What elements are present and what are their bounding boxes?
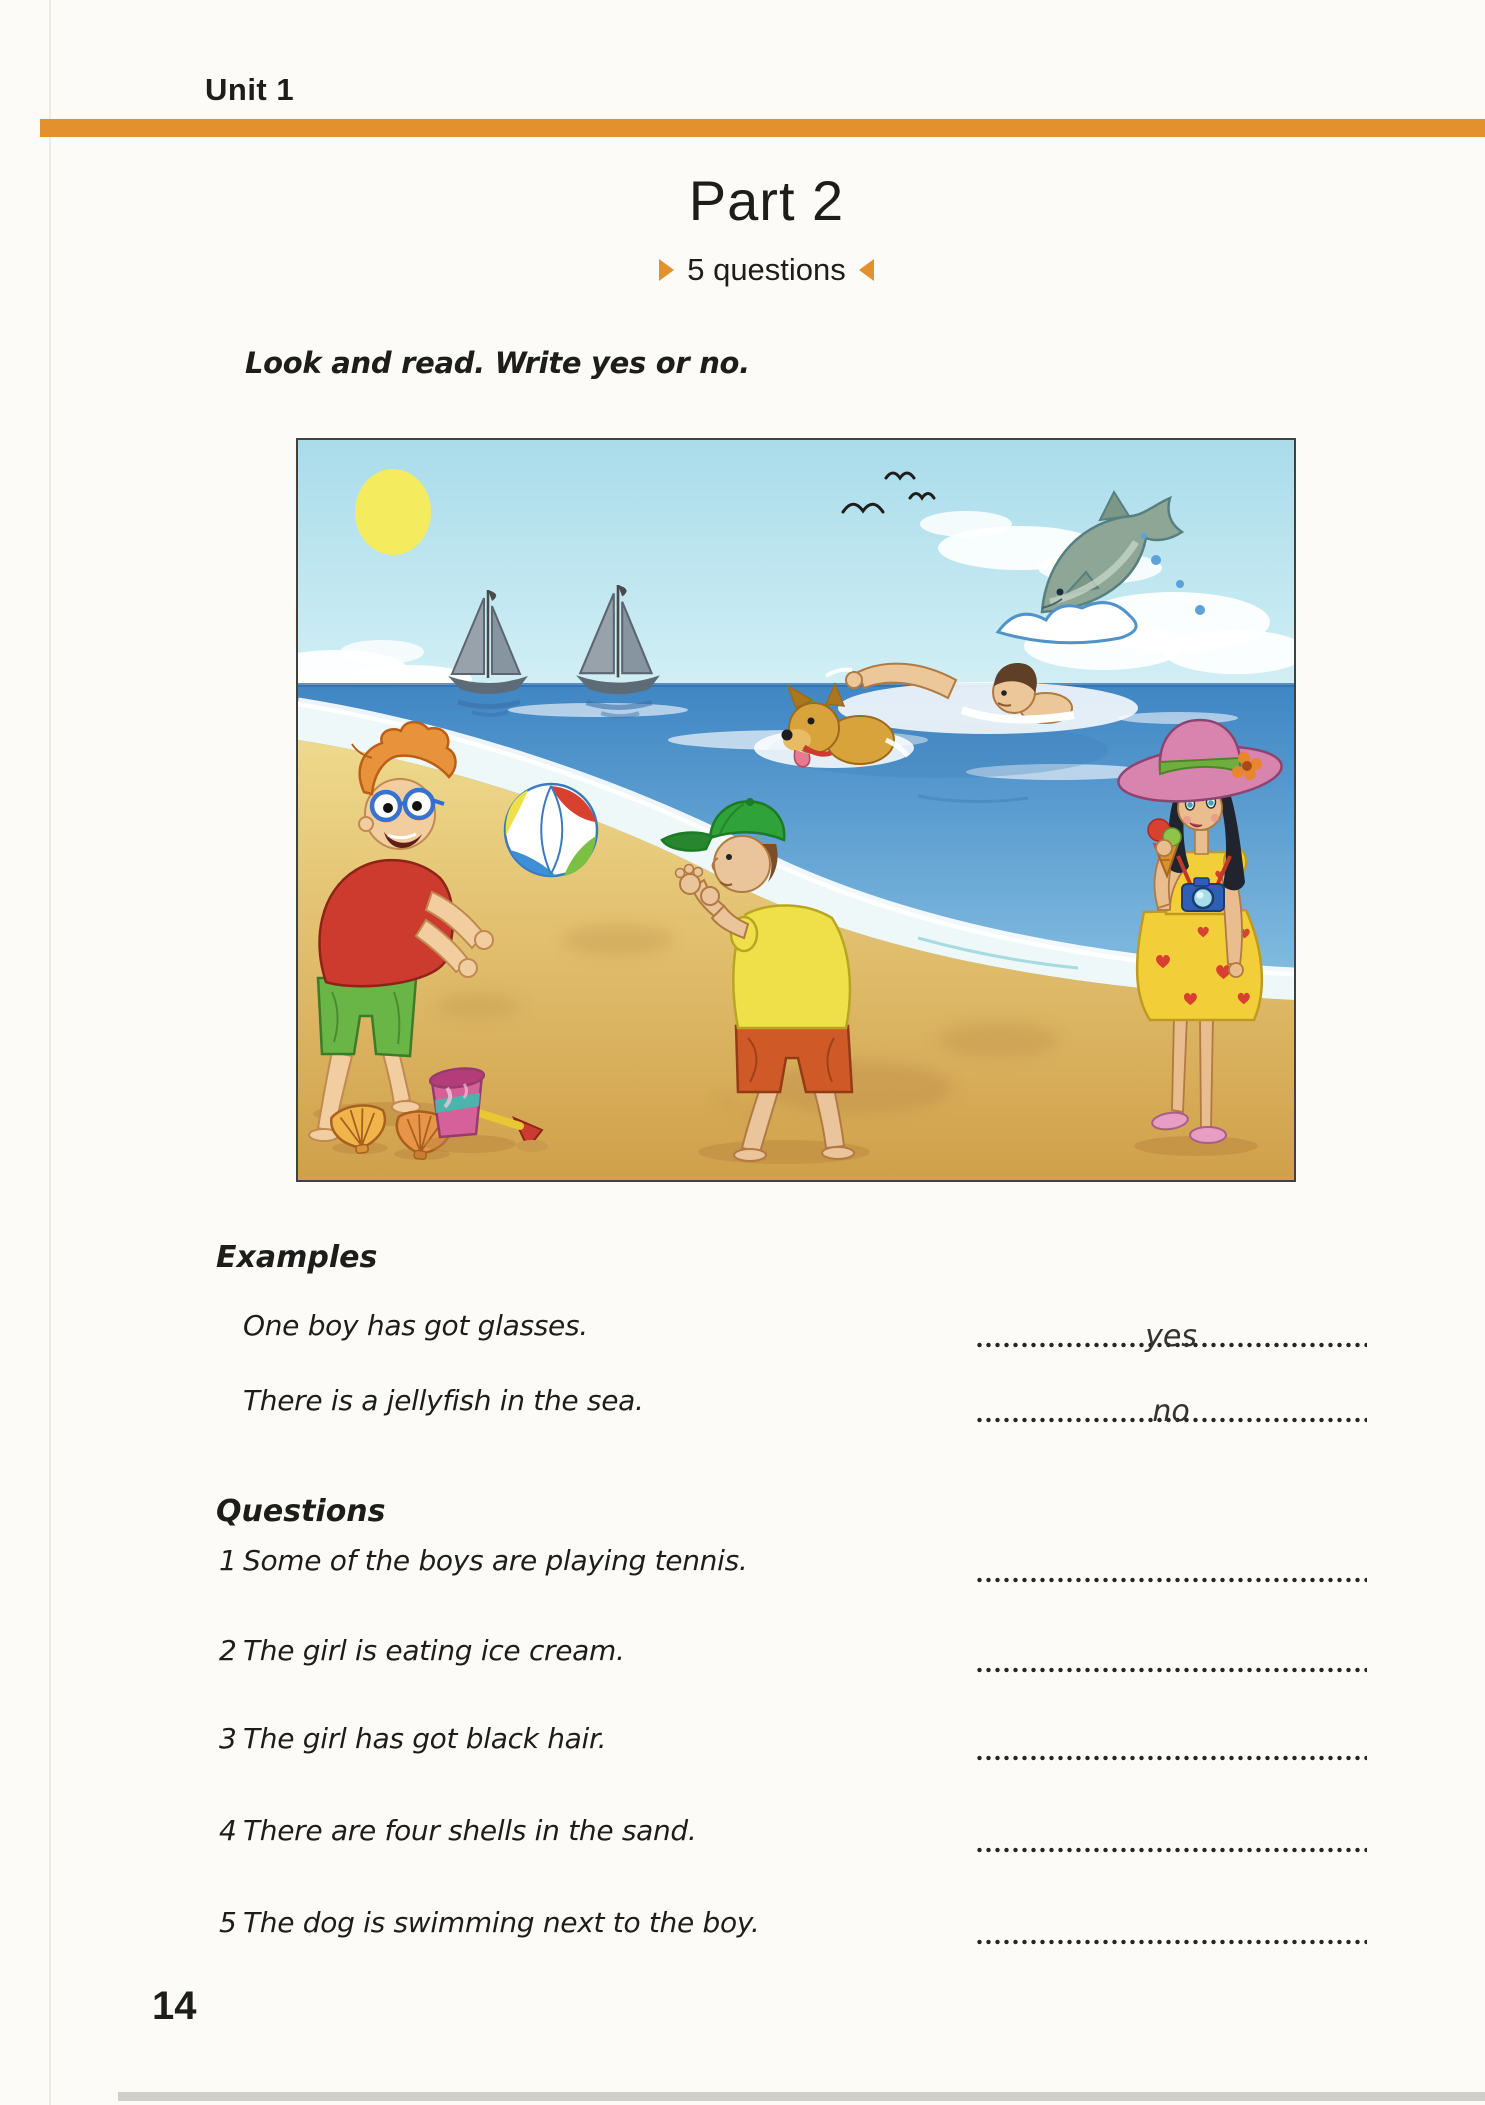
scan-edge-artifact [118, 2092, 1485, 2101]
question-number: 3 [219, 1722, 237, 1755]
example-sentence: One boy has got glasses. [243, 1309, 588, 1342]
beach-illustration [296, 438, 1296, 1182]
question-sentence: The dog is swimming next to the boy. [243, 1906, 760, 1939]
part-title: Part 2 [688, 169, 845, 232]
unit-label: Unit 1 [205, 72, 295, 107]
question-sentence: Some of the boys are playing tennis. [243, 1544, 748, 1577]
question-answer-line[interactable] [975, 1939, 1367, 1945]
right-arrow-icon [659, 259, 674, 281]
example-answer-line[interactable] [975, 1319, 1367, 1354]
question-answer-line[interactable] [975, 1755, 1367, 1761]
question-sentence: There are four shells in the sand. [243, 1814, 697, 1847]
question-sentence: The girl is eating ice cream. [243, 1634, 625, 1667]
example-answer-line[interactable] [975, 1394, 1367, 1429]
examples-heading: Examples [216, 1240, 378, 1275]
questions-heading: Questions [216, 1494, 386, 1529]
sun [355, 469, 431, 555]
question-answer-line[interactable] [975, 1577, 1367, 1583]
example-answer: yes [1145, 1319, 1197, 1354]
questions-count-label: 5 questions [687, 252, 846, 287]
question-answer-line[interactable] [975, 1667, 1367, 1673]
part-subtitle [24, 252, 1485, 288]
unit-accent-bar [40, 119, 1485, 137]
question-number: 5 [219, 1906, 237, 1939]
question-number: 1 [219, 1544, 237, 1577]
page-number: 14 [152, 1984, 197, 2028]
beach-ball [505, 784, 597, 876]
question-number: 2 [219, 1634, 237, 1667]
example-answer: no [1152, 1394, 1190, 1429]
example-sentence: There is a jellyfish in the sea. [243, 1384, 644, 1417]
question-sentence: The girl has got black hair. [243, 1722, 607, 1755]
question-answer-line[interactable] [975, 1847, 1367, 1853]
question-number: 4 [219, 1814, 237, 1847]
left-arrow-icon [859, 259, 874, 281]
scan-gutter-line [49, 0, 51, 2105]
task-instruction: Look and read. Write yes or no. [245, 346, 750, 380]
beach-scene-svg [298, 440, 1294, 1180]
